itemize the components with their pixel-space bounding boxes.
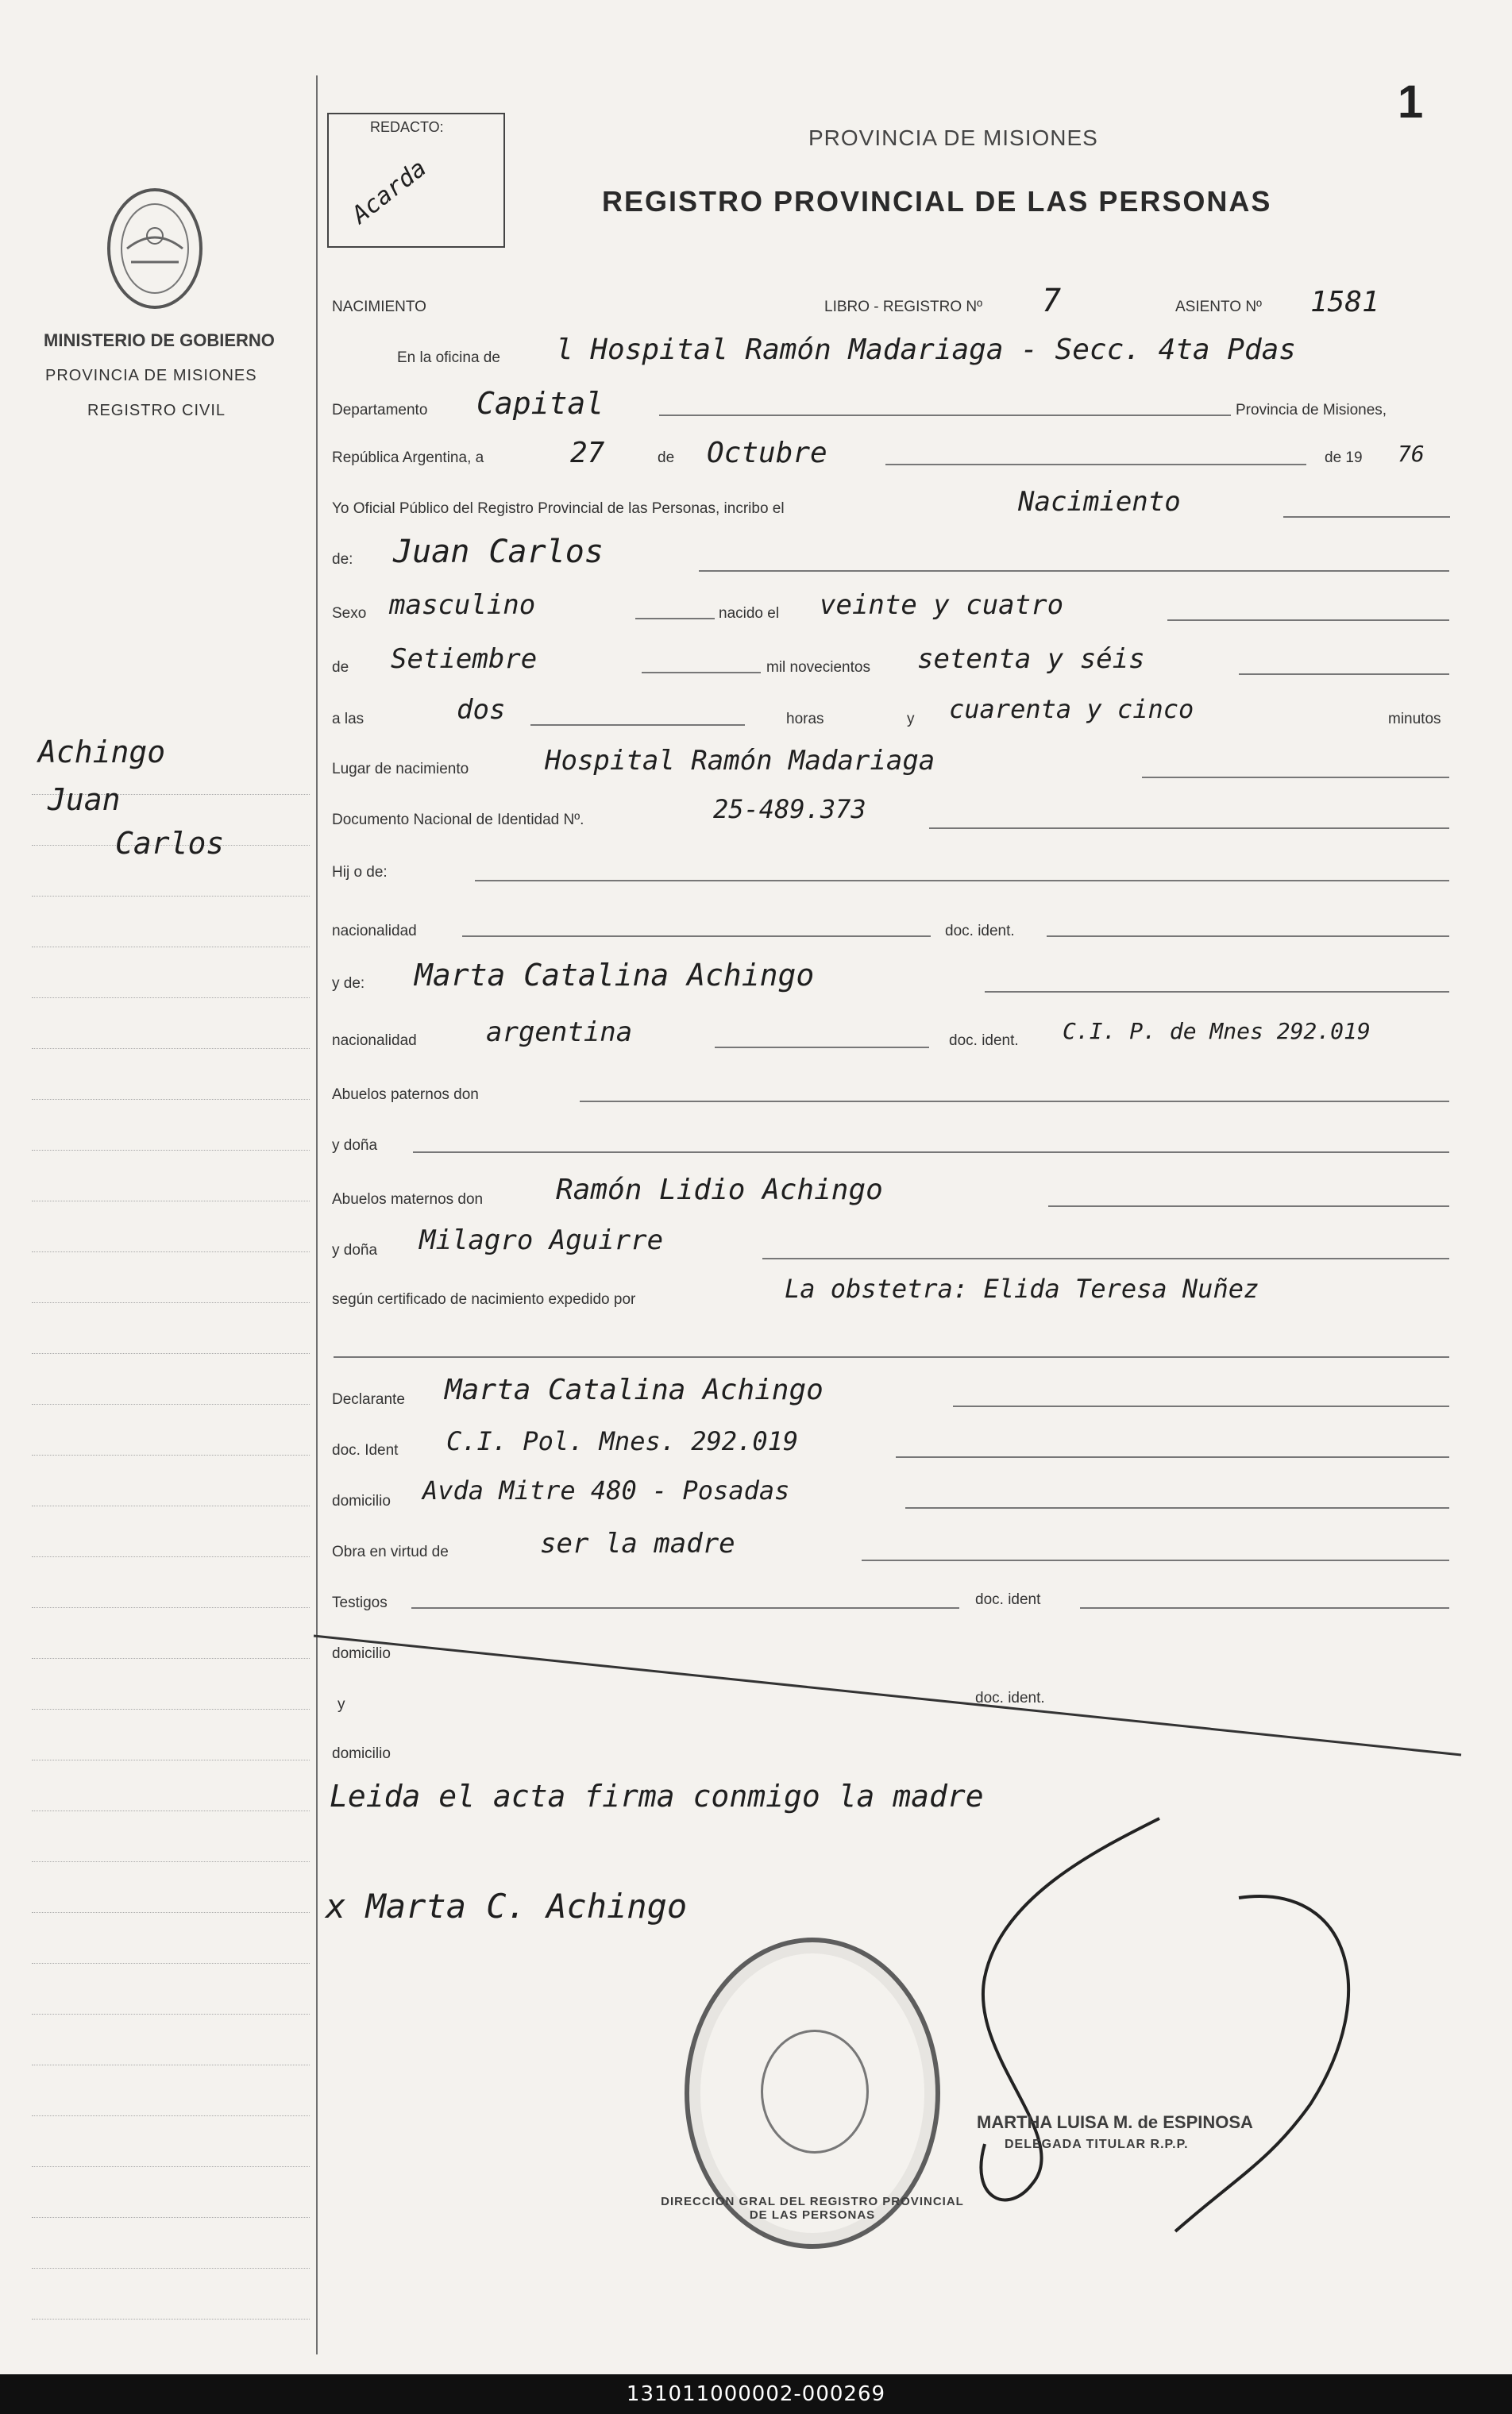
de3-label: de [332, 659, 349, 676]
ydona2-label: y doña [332, 1242, 378, 1259]
left-province: PROVINCIA DE MISIONES [45, 367, 257, 384]
doc2-label: doc. ident. [949, 1032, 1019, 1049]
lugar-rule [1142, 777, 1449, 778]
horas-label: horas [786, 711, 824, 727]
minutos-value: cuarenta y cinco [949, 694, 1194, 724]
stamp-line1: MARTHA LUISA M. de ESPINOSA [977, 2112, 1253, 2132]
provincia-label: Provincia de Misiones, [1236, 402, 1387, 418]
y2-label: y [338, 1696, 345, 1713]
docid-value: C.I. Pol. Mnes. 292.019 [446, 1426, 799, 1456]
seal-emblem-icon [761, 2030, 869, 2154]
margin-divider [316, 75, 318, 2354]
y-label: y [907, 711, 915, 727]
ydona1-label: y doña [332, 1137, 378, 1154]
domicilio3-label: domicilio [332, 1745, 391, 1762]
fecha-mes: Octubre [707, 437, 827, 469]
depto-rule [659, 415, 1231, 416]
testigos-rule [411, 1607, 959, 1609]
domicilio-label: domicilio [332, 1493, 391, 1510]
footer-id: 131011000002-000269 [626, 2382, 886, 2406]
official-seal [661, 1938, 964, 2249]
hijo-label: Hij o de: [332, 864, 388, 881]
nac1-rule [462, 935, 931, 937]
madre-rule [985, 991, 1449, 993]
nac1-label: nacionalidad [332, 923, 417, 939]
nac2-value: argentina [486, 1016, 633, 1048]
sexo-rule [635, 618, 715, 619]
doc-ident2-label: doc. ident. [975, 1690, 1045, 1706]
lugar-label: Lugar de nacimiento [332, 761, 469, 777]
oficial-rule [1283, 516, 1450, 518]
nac2-rule [715, 1047, 929, 1048]
lugar-value: Hospital Ramón Madariaga [545, 745, 935, 777]
declarante-rule [953, 1406, 1449, 1407]
doc1-rule [1047, 935, 1449, 937]
official-signature [937, 1803, 1382, 2247]
horas-value: dos [457, 694, 506, 726]
fecha-rule [885, 464, 1306, 465]
seal-text: DIRECCION GRAL DEL REGISTRO PROVINCIAL DE LAS PERSONAS [661, 2195, 964, 2222]
madre-value: Marta Catalina Achingo [415, 958, 815, 993]
oficina-label: En la oficina de [397, 349, 500, 366]
header-province: PROVINCIA DE MISIONES [808, 125, 1098, 150]
abpat-label: Abuelos paternos don [332, 1086, 479, 1103]
shield-emblem-icon [95, 179, 214, 318]
footer-id-bar [0, 2374, 1512, 2414]
ydona1-rule [413, 1151, 1449, 1153]
nombre-value: Juan Carlos [393, 534, 604, 570]
strike-line [310, 1628, 1469, 1763]
ydona2-value: Milagro Aguirre [419, 1224, 664, 1256]
sexo-label: Sexo [332, 605, 367, 622]
asiento-label: ASIENTO Nº [1175, 299, 1262, 315]
hijo-rule [475, 880, 1449, 881]
ydona2-rule [762, 1258, 1449, 1259]
anio-nac-value: setenta y séis [917, 643, 1145, 675]
record-type: NACIMIENTO [332, 299, 426, 315]
abmat-rule [1048, 1205, 1449, 1207]
cert-label: según certificado de nacimiento expedido por [332, 1291, 636, 1308]
dni-rule [929, 827, 1449, 829]
dni-label: Documento Nacional de Identidad Nº. [332, 812, 584, 828]
cert-rule [334, 1356, 1449, 1358]
margin-note-line2: Juan [48, 782, 121, 817]
domicilio-rule [905, 1507, 1449, 1509]
ministry-name: MINISTERIO DE GOBIERNO [44, 330, 275, 350]
redacto-box [327, 113, 505, 248]
leida-text: Leida el acta firma conmigo la madre [330, 1779, 984, 1814]
depto-label: Departamento [332, 402, 428, 418]
obra-rule [862, 1560, 1449, 1561]
fecha-anio: 76 [1398, 441, 1425, 467]
cert-value: La obstetra: Elida Teresa Nuñez [785, 1274, 1259, 1304]
margin-ruled-lines [32, 794, 310, 2327]
minutos-label: minutos [1388, 711, 1441, 727]
docid-rule [896, 1456, 1449, 1458]
de-label: de [658, 449, 675, 466]
page-number: 1 [1398, 76, 1424, 128]
abmat-value: Ramón Lidio Achingo [556, 1174, 883, 1206]
nombre-label: de: [332, 551, 353, 568]
abmat-label: Abuelos maternos don [332, 1191, 484, 1208]
doc-ident-rule [1080, 1607, 1449, 1609]
nacido-value: veinte y cuatro [820, 589, 1064, 621]
obra-value: ser la madre [540, 1528, 735, 1560]
asiento-value: 1581 [1310, 286, 1379, 318]
mil-label: mil novecientos [766, 659, 870, 676]
dni-value: 25-489.373 [713, 794, 866, 824]
nombre-rule [699, 570, 1449, 572]
redacto-label: REDACTO: [370, 119, 444, 135]
oficial-label: Yo Oficial Público del Registro Provincial de las Personas, incribo el [332, 500, 785, 517]
nac2-label: nacionalidad [332, 1032, 417, 1049]
declarante-label: Declarante [332, 1391, 405, 1408]
redacto-value: Acarda [346, 154, 432, 229]
obra-label: Obra en virtud de [332, 1544, 449, 1560]
mes-nac-value: Setiembre [391, 643, 538, 675]
domicilio2-label: domicilio [332, 1645, 391, 1662]
stamp-line2: DELEGADA TITULAR R.P.P. [1005, 2138, 1189, 2151]
doc-ident-label: doc. ident [975, 1591, 1041, 1608]
anio-nac-rule [1239, 673, 1449, 675]
margin-note-line3: Carlos [115, 826, 225, 861]
nacido-label: nacido el [719, 605, 780, 622]
libro-label: LIBRO - REGISTRO Nº [824, 299, 983, 315]
doc1-label: doc. ident. [945, 923, 1015, 939]
docid-label: doc. Ident [332, 1442, 399, 1459]
declarante-value: Marta Catalina Achingo [445, 1374, 824, 1406]
libro-value: 7 [1042, 283, 1062, 319]
oficina-value: l Hospital Ramón Madariaga - Secc. 4ta Pdas [556, 334, 1296, 366]
domicilio-value: Avda Mitre 480 - Posadas [422, 1475, 790, 1506]
anio-label: de 19 [1325, 449, 1363, 466]
abpat-rule [580, 1101, 1449, 1102]
horas-rule [530, 724, 745, 726]
depto-value: Capital [476, 386, 604, 421]
nacido-rule [1167, 619, 1449, 621]
testigos-label: Testigos [332, 1595, 388, 1611]
header-title: REGISTRO PROVINCIAL DE LAS PERSONAS [602, 185, 1272, 218]
oficial-value: Nacimiento [1018, 486, 1181, 518]
left-registry: REGISTRO CIVIL [87, 402, 226, 419]
yde-label: y de: [332, 975, 365, 992]
doc2-value: C.I. P. de Mnes 292.019 [1063, 1018, 1371, 1044]
sexo-value: masculino [389, 589, 536, 621]
firma-declarante: x Marta C. Achingo [326, 1887, 688, 1926]
republica-label: República Argentina, a [332, 449, 484, 466]
margin-note-line1: Achingo [38, 735, 166, 769]
mes-nac-rule [642, 672, 761, 673]
fecha-dia: 27 [570, 437, 605, 469]
alas-label: a las [332, 711, 364, 727]
